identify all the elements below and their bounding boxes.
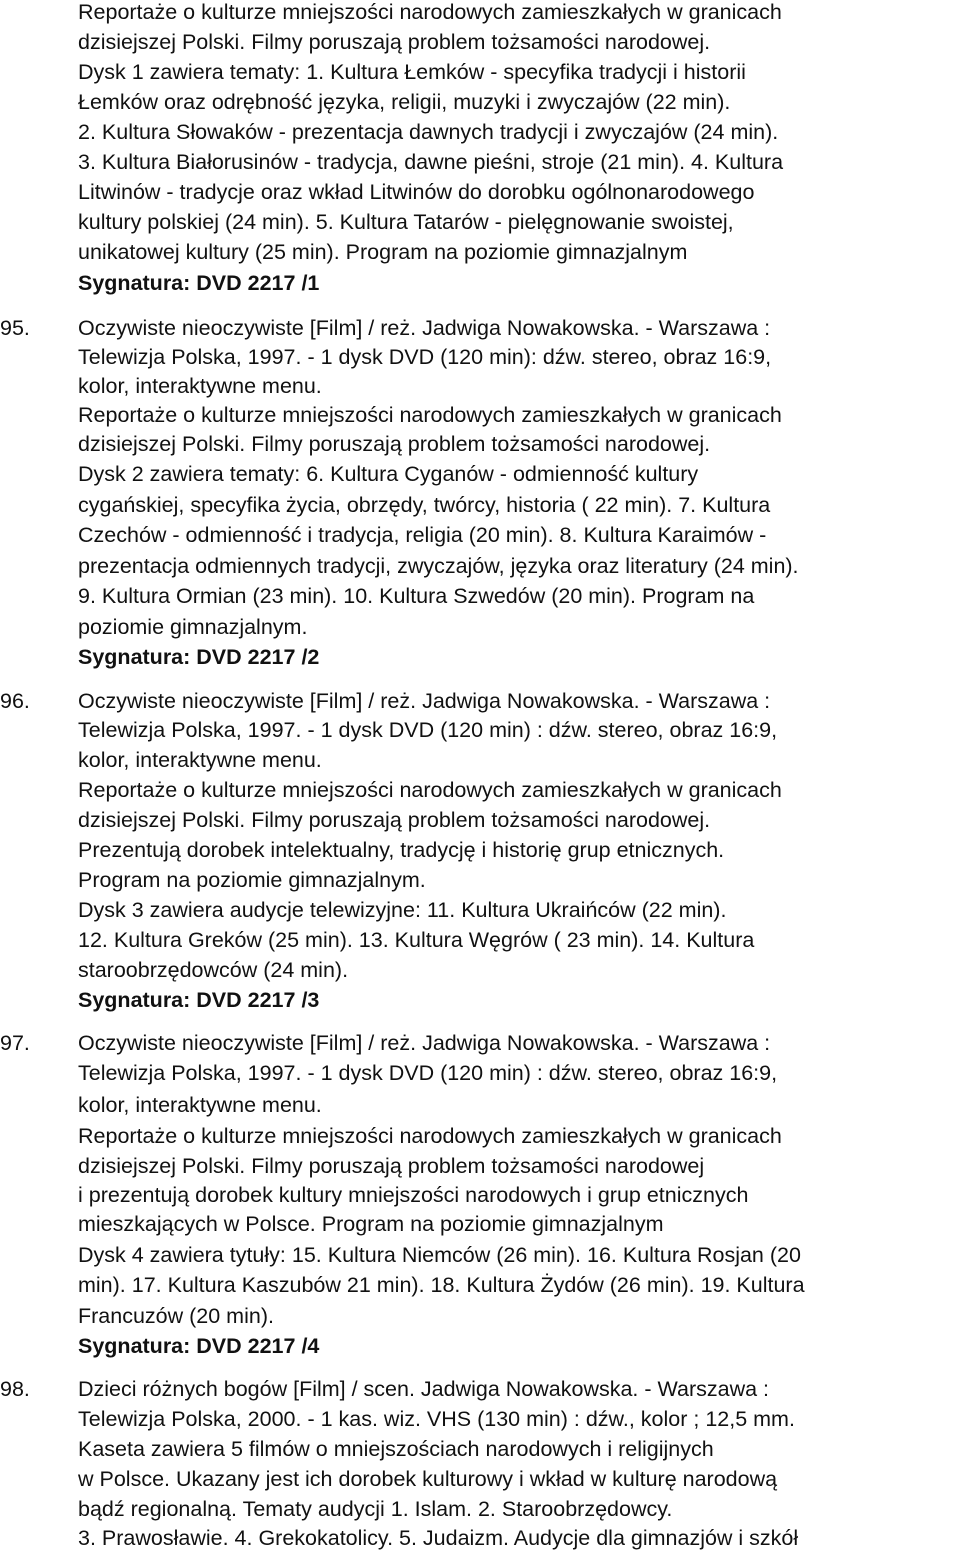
intro-line: kultury polskiej (24 min). 5. Kultura Tatarów - pielęgnowanie swoistej, bbox=[78, 210, 734, 234]
entry-number: 97. bbox=[0, 1031, 30, 1055]
entry-line: 12. Kultura Greków (25 min). 13. Kultura Węgrów ( 23 min). 14. Kultura bbox=[78, 928, 755, 952]
entry-line: 3. Prawosławie. 4. Grekokatolicy. 5. Judaizm. Audycje dla gimnazjów i szkół bbox=[78, 1526, 799, 1550]
entry-line: Francuzów (20 min). bbox=[78, 1304, 274, 1328]
intro-line: Łemków oraz odrębność języka, religii, muzyki i zwyczajów (22 min). bbox=[78, 90, 731, 114]
entry-line: kolor, interaktywne menu. bbox=[78, 748, 322, 772]
intro-line: unikatowej kultury (25 min). Program na poziomie gimnazjalnym bbox=[78, 240, 688, 264]
entry-line: Dysk 3 zawiera audycje telewizyjne: 11. Kultura Ukraińców (22 min). bbox=[78, 898, 727, 922]
entry-line: dzisiejszej Polski. Filmy poruszają problem tożsamości narodowej bbox=[78, 1154, 705, 1178]
entry-line: Reportaże o kulturze mniejszości narodowych zamieszkałych w granicach bbox=[78, 1124, 782, 1148]
intro-line: 3. Kultura Białorusinów - tradycja, dawne pieśni, stroje (21 min). 4. Kultura bbox=[78, 150, 784, 174]
entry-number: 96. bbox=[0, 689, 30, 713]
entry-line: Kaseta zawiera 5 filmów o mniejszościach narodowych i religijnych bbox=[78, 1437, 714, 1461]
entry-line: Dzieci różnych bogów [Film] / scen. Jadwiga Nowakowska. - Warszawa : bbox=[78, 1377, 770, 1401]
entry-line: Program na poziomie gimnazjalnym. bbox=[78, 868, 426, 892]
entry-line: Dysk 4 zawiera tytuły: 15. Kultura Niemców (26 min). 16. Kultura Rosjan (20 bbox=[78, 1243, 801, 1267]
entry-line: poziomie gimnazjalnym. bbox=[78, 615, 308, 639]
entry-line: Telewizja Polska, 2000. - 1 kas. wiz. VHS (130 min) : dźw., kolor ; 12,5 mm. bbox=[78, 1407, 795, 1431]
entry-line: Prezentują dorobek intelektualny, tradycję i historię grup etnicznych. bbox=[78, 838, 725, 862]
entry-line: dzisiejszej Polski. Filmy poruszają problem tożsamości narodowej. bbox=[78, 432, 711, 456]
entry-line: Czechów - odmienność i tradycja, religia (20 min). 8. Kultura Karaimów - bbox=[78, 523, 767, 547]
entry-line: Oczywiste nieoczywiste [Film] / reż. Jadwiga Nowakowska. - Warszawa : bbox=[78, 689, 771, 713]
signature: Sygnatura: DVD 2217 /4 bbox=[78, 1334, 320, 1358]
entry-line: Reportaże o kulturze mniejszości narodowych zamieszkałych w granicach bbox=[78, 403, 782, 427]
entry-line: Telewizja Polska, 1997. - 1 dysk DVD (120 min): dźw. stereo, obraz 16:9, bbox=[78, 345, 772, 369]
entry-line: Reportaże o kulturze mniejszości narodowych zamieszkałych w granicach bbox=[78, 778, 782, 802]
entry-number: 95. bbox=[0, 316, 30, 340]
entry-line: kolor, interaktywne menu. bbox=[78, 374, 322, 398]
intro-line: Reportaże o kulturze mniejszości narodowych zamieszkałych w granicach bbox=[78, 0, 782, 24]
entry-number: 98. bbox=[0, 1377, 30, 1401]
entry-line: dzisiejszej Polski. Filmy poruszają problem tożsamości narodowej. bbox=[78, 808, 711, 832]
intro-line: 2. Kultura Słowaków - prezentacja dawnych tradycji i zwyczajów (24 min). bbox=[78, 120, 779, 144]
entry-line: i prezentują dorobek kultury mniejszości narodowych i grup etnicznych bbox=[78, 1183, 749, 1207]
intro-line: dzisiejszej Polski. Filmy poruszają problem tożsamości narodowej. bbox=[78, 30, 711, 54]
signature: Sygnatura: DVD 2217 /3 bbox=[78, 988, 320, 1012]
signature: Sygnatura: DVD 2217 /1 bbox=[78, 271, 320, 295]
intro-line: Dysk 1 zawiera tematy: 1. Kultura Łemków - specyfika tradycji i historii bbox=[78, 60, 746, 84]
entry-line: min). 17. Kultura Kaszubów 21 min). 18. Kultura Żydów (26 min). 19. Kultura bbox=[78, 1273, 805, 1297]
entry-line: Oczywiste nieoczywiste [Film] / reż. Jadwiga Nowakowska. - Warszawa : bbox=[78, 316, 771, 340]
signature: Sygnatura: DVD 2217 /2 bbox=[78, 645, 320, 669]
entry-line: bądź regionalną. Tematy audycji 1. Islam. 2. Staroobrzędowcy. bbox=[78, 1497, 673, 1521]
entry-line: w Polsce. Ukazany jest ich dorobek kulturowy i wkład w kulturę narodową bbox=[78, 1467, 778, 1491]
intro-line: Litwinów - tradycje oraz wkład Litwinów do dorobku ogólnonarodowego bbox=[78, 180, 755, 204]
entry-line: Dysk 2 zawiera tematy: 6. Kultura Cyganów - odmienność kultury bbox=[78, 462, 699, 486]
entry-line: cygańskiej, specyfika życia, obrzędy, twórcy, historia ( 22 min). 7. Kultura bbox=[78, 493, 771, 517]
entry-line: mieszkających w Polsce. Program na poziomie gimnazjalnym bbox=[78, 1212, 664, 1236]
entry-line: prezentacja odmiennych tradycji, zwyczajów, języka oraz literatury (24 min). bbox=[78, 554, 799, 578]
entry-line: kolor, interaktywne menu. bbox=[78, 1093, 322, 1117]
entry-line: Telewizja Polska, 1997. - 1 dysk DVD (120 min) : dźw. stereo, obraz 16:9, bbox=[78, 1061, 778, 1085]
entry-line: staroobrzędowców (24 min). bbox=[78, 958, 349, 982]
entry-line: Oczywiste nieoczywiste [Film] / reż. Jadwiga Nowakowska. - Warszawa : bbox=[78, 1031, 771, 1055]
entry-line: Telewizja Polska, 1997. - 1 dysk DVD (120 min) : dźw. stereo, obraz 16:9, bbox=[78, 718, 778, 742]
entry-line: 9. Kultura Ormian (23 min). 10. Kultura Szwedów (20 min). Program na bbox=[78, 584, 755, 608]
